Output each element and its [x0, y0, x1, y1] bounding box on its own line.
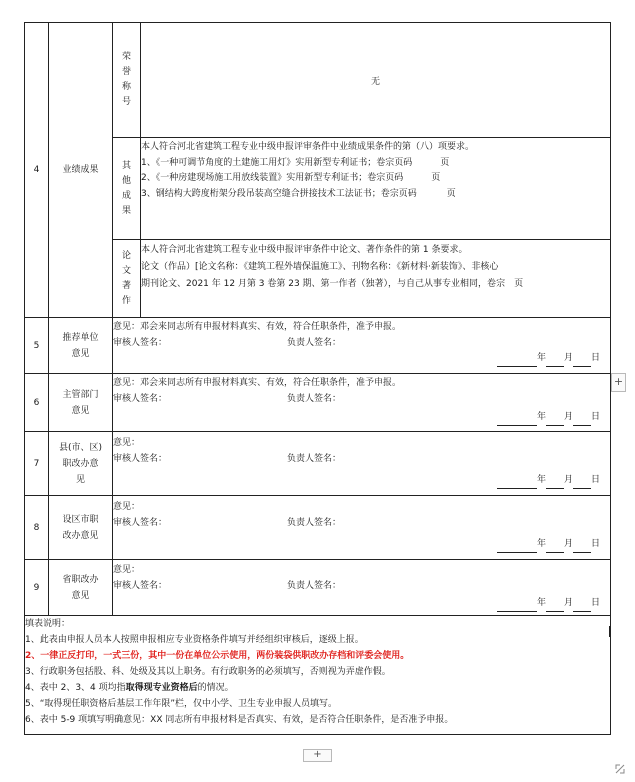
row-8-number: 8: [25, 496, 49, 560]
add-row-button[interactable]: +: [303, 749, 332, 762]
notes-title: 填表说明：: [25, 619, 71, 629]
row-6-date: 年 月 日: [113, 410, 610, 426]
papers-label: 论 文 著 作: [113, 240, 141, 318]
result-item-1: 1、《一种可调节角度的土建施工用灯》实用新型专利证书；卷宗页码 页: [141, 157, 450, 168]
text-cursor: [609, 626, 611, 637]
notes-line-6: 6、表中 5-9 项填写明确意见：XX 同志所有申报材料是否真实、有效，是否符合任职条件，是否准予申报。: [25, 715, 454, 725]
row-8-opinion: 意见：: [113, 502, 141, 512]
row-7-number: 7: [25, 432, 49, 496]
application-form-table: [24, 22, 611, 735]
row-7-opinion-cell[interactable]: [113, 432, 611, 496]
row-9-date: 年 月 日: [113, 596, 610, 612]
row-5-opinion: 意见：邓会来同志所有申报材料真实、有效，符合任职条件，准予申报。: [113, 322, 402, 332]
row-5-number: 5: [25, 318, 49, 374]
row-8-label: 设区市职 改办意见: [49, 496, 113, 560]
papers-line-3: 期刊论文、2021 年 12 月第 3 卷第 23 期、第一作者（独著），与自己从事专业相同，卷宗 页: [141, 279, 524, 289]
row-9-signatures: 审核人签名： 负责人签名：: [113, 580, 342, 591]
add-column-button[interactable]: +: [611, 373, 626, 392]
row-6-opinion-cell[interactable]: [113, 374, 611, 432]
papers-content[interactable]: [141, 240, 611, 318]
row-6-opinion: 意见：邓会来同志所有申报材料真实、有效，符合任职条件，准予申报。: [113, 378, 402, 388]
row-7-opinion: 意见：: [113, 438, 141, 448]
row-5-opinion-cell[interactable]: [113, 318, 611, 374]
row-9-opinion: 意见：: [113, 565, 141, 575]
row-6-number: 6: [25, 374, 49, 432]
notes-line-1: 1、此表由申报人员本人按照申报相应专业资格条件填写并经组织审核后，逐级上报。: [25, 635, 364, 645]
resize-handle-icon[interactable]: [615, 764, 625, 774]
result-item-3: 3、钢结构大跨度桁架分段吊装高空缝合拼接技术工法证书；卷宗页码 页: [141, 188, 456, 199]
row-8-signatures: 审核人签名： 负责人签名：: [113, 517, 342, 528]
notes-line-5: 5、“取得现任职资格后基层工作年限”栏，仅中小学、卫生专业申报人员填写。: [25, 699, 338, 709]
row-7-date: 年 月 日: [113, 473, 610, 489]
row-9-number: 9: [25, 560, 49, 616]
row-8-opinion-cell[interactable]: [113, 496, 611, 560]
row-6-label: 主管部门 意见: [49, 374, 113, 432]
row-4-label: 业绩成果: [49, 23, 113, 318]
other-results-intro: 本人符合河北省建筑工程专业中级申报评审条件中业绩成果条件的第（八）项要求。: [141, 142, 475, 152]
papers-line-1: 本人符合河北省建筑工程专业中级申报评审条件中论文、著作条件的第 1 条要求。: [141, 245, 468, 255]
honor-title-label: 荣 誉 称 号: [113, 23, 141, 138]
other-results-label: 其 他 成 果: [113, 138, 141, 240]
other-results-content[interactable]: [141, 138, 611, 240]
row-9-label: 省职改办 意见: [49, 560, 113, 616]
honor-title-value[interactable]: 无: [141, 23, 611, 138]
row-5-label: 推荐单位 意见: [49, 318, 113, 374]
notes-line-2: 2、一律正反打印，一式三份，其中一份在单位公示使用，两份装袋供职改办存档和评委会使用。: [25, 651, 410, 661]
notes-line-4: 4、表中 2、3、4 项均指取得现专业资格后的情况。: [25, 683, 234, 693]
notes-line-3: 3、行政职务包括股、科、处级及其以上职务。有行政职务的必须填写，否则视为弄虚作假。: [25, 667, 391, 677]
row-9-opinion-cell[interactable]: [113, 560, 611, 616]
row-4-number: 4: [25, 23, 49, 318]
filling-instructions: [25, 616, 611, 735]
row-5-signatures: 审核人签名： 负责人签名：: [113, 337, 342, 348]
row-6-signatures: 审核人签名： 负责人签名：: [113, 393, 342, 404]
papers-line-2: 论文（作品）[论文名称：《建筑工程外墙保温施工》、刊物名称：《新材料·新装饰》、非核心: [141, 262, 499, 272]
row-5-date: 年 月 日: [113, 351, 610, 367]
row-7-label: 县(市、区) 职改办意 见: [49, 432, 113, 496]
row-7-signatures: 审核人签名： 负责人签名：: [113, 453, 342, 464]
row-8-date: 年 月 日: [113, 537, 610, 553]
result-item-2: 2、《一种房建现场施工用放线装置》实用新型专利证书；卷宗页码 页: [141, 173, 441, 183]
